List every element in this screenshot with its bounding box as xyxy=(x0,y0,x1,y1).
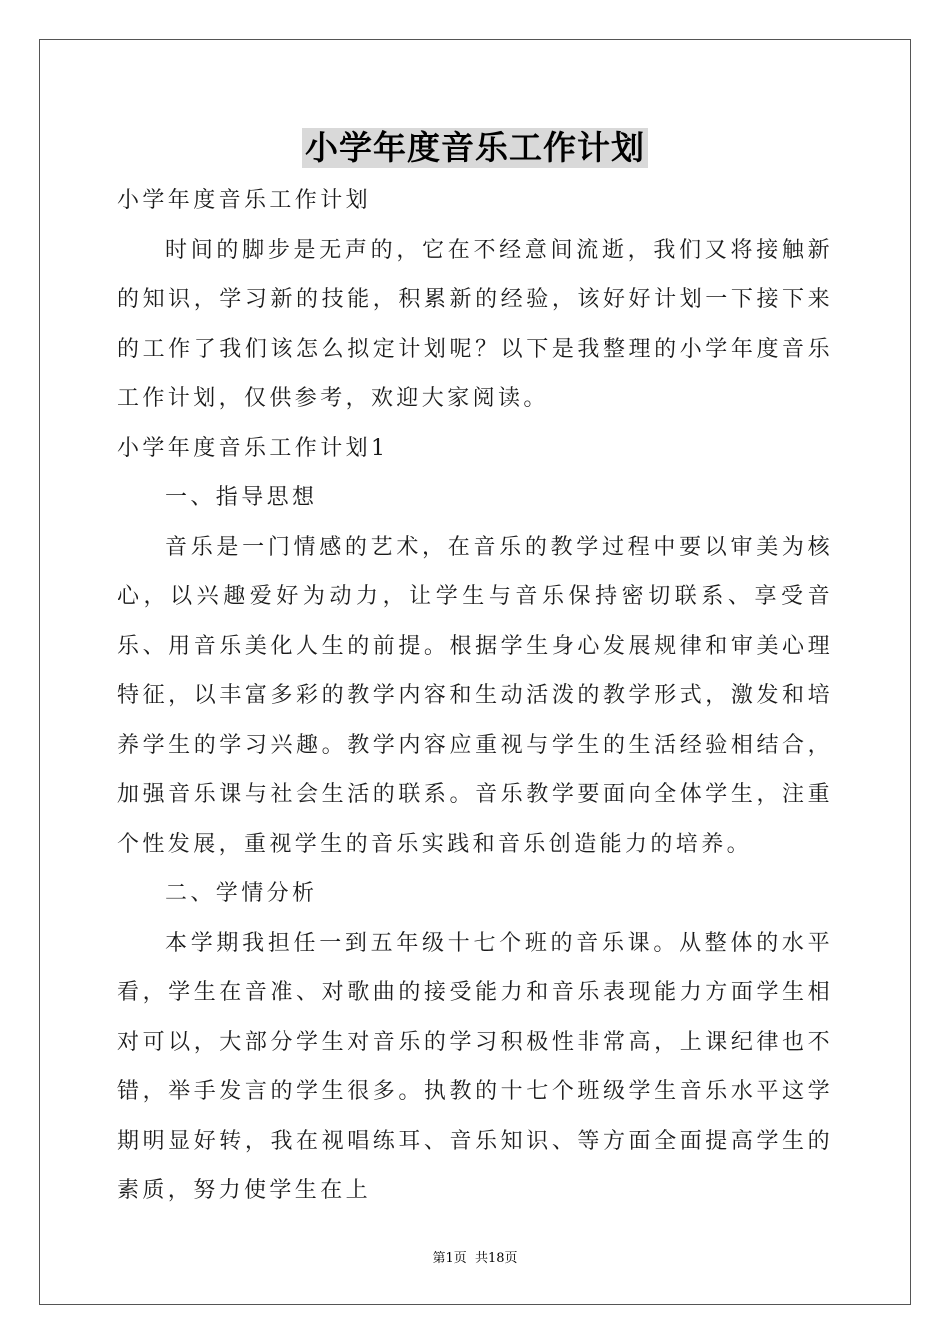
title-wrap xyxy=(0,128,950,168)
page-number: 第1页 xyxy=(432,1251,467,1266)
page-total: 共18页 xyxy=(474,1251,518,1266)
paragraph-guiding-ideology: 音乐是一门情感的艺术，在音乐的教学过程中要以审美为核心，以兴趣爱好为动力，让学生与音乐保持密切联系、享受音乐、用音乐美化人生的前提。根据学生身心发展规律和审美心理特征，以丰富多彩的教学内容和生动活泼的教学形式，激发和培养学生的学习兴趣。教学内容应重视与学生的生活经验相结合，加强音乐课与社会生活的联系。音乐教学要面向全体学生，注重个性发展，重视学生的音乐实践和音乐创造能力的培养。 xyxy=(117,534,833,857)
heading-student-analysis: 二、学情分析 xyxy=(165,881,318,906)
document-body xyxy=(117,176,833,1216)
paragraph-student-analysis: 本学期我担任一到五年级十七个班的音乐课。从整体的水平看，学生在音准、对歌曲的接受能力和音乐表现能力方面学生相对可以，大部分学生对音乐的学习积极性非常高，上课纪律也不错，举手发言的学生很多。执教的十七个班级学生音乐水平这学期明显好转，我在视唱练耳、音乐知识、等方面全面提高学生的素质，努力使学生在上 xyxy=(117,930,833,1203)
heading-guiding-ideology: 一、指导思想 xyxy=(165,485,318,510)
document-subtitle: 小学年度音乐工作计划 xyxy=(117,188,372,213)
page-footer xyxy=(0,1247,950,1266)
intro-paragraph: 时间的脚步是无声的，它在不经意间流逝，我们又将接触新的知识，学习新的技能，积累新的经验，该好好计划一下接下来的工作了我们该怎么拟定计划呢？以下是我整理的小学年度音乐工作计划，仅供参考，欢迎大家阅读。 xyxy=(117,237,833,411)
section-title: 小学年度音乐工作计划1 xyxy=(117,435,389,461)
document-title: 小学年度音乐工作计划 xyxy=(302,128,648,168)
